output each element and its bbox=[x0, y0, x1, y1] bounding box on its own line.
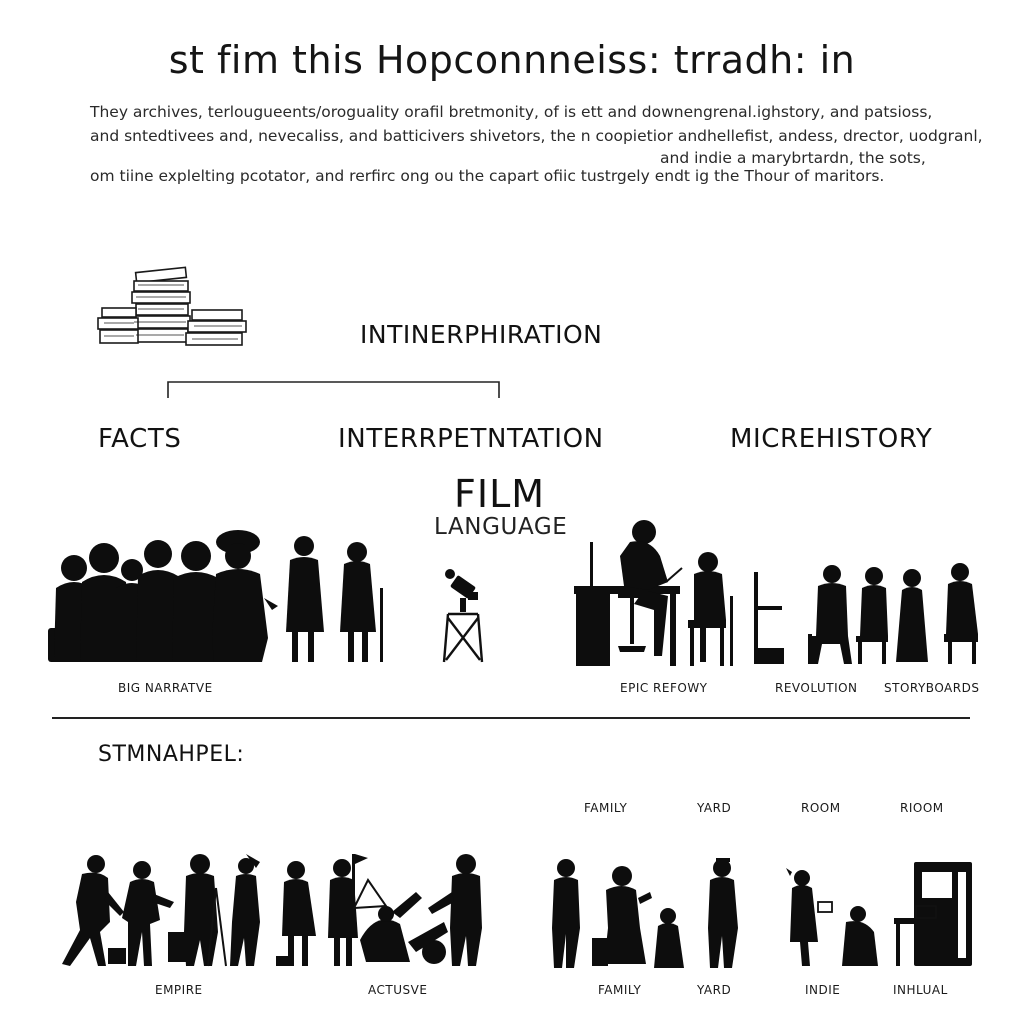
caption-inhlual: INHLUAL bbox=[893, 983, 948, 997]
intro-line-2: and sntedtivees and, nevecaliss, and batticivers shivetors, the n coopietior andhellefist, andess, drector, uodgranl, bbox=[90, 127, 983, 145]
caption-family: FAMILY bbox=[598, 983, 642, 997]
caption-empire: EMPIRE bbox=[155, 983, 203, 997]
seated-group-silhouette bbox=[752, 562, 984, 668]
family-yard-silhouette-group bbox=[546, 858, 744, 972]
bracket-connector bbox=[166, 380, 502, 400]
heading-interpretation: INTERRPETNTATION bbox=[338, 424, 604, 454]
lower-label-rioom: RIOOM bbox=[900, 801, 944, 815]
indie-room-silhouette-group bbox=[784, 858, 978, 972]
page-title: st fim this Hopconnneiss: trradh: in bbox=[168, 38, 856, 82]
caption-indie: INDIE bbox=[805, 983, 841, 997]
crowd-silhouette-group bbox=[46, 528, 396, 666]
lower-label-yard: YARD bbox=[697, 801, 732, 815]
stacked-books-icon bbox=[96, 266, 252, 350]
film-camera-tripod-icon bbox=[440, 566, 486, 664]
lower-label-room: ROOM bbox=[801, 801, 841, 815]
intro-line-4: om tiine explelting pcotator, and rerfirc ong ou the capart ofiic tustrgely endt ig the Thour of maritors. bbox=[90, 167, 885, 185]
interpretation-top-label: INTINERPHIRATION bbox=[360, 320, 603, 349]
intro-line-1: They archives, terlougueents/oroguality orafil bretmonity, of is ett and downengrenal.ighstory, and patsioss, bbox=[90, 103, 933, 121]
caption-big-narrative: BIG NARRATVE bbox=[118, 681, 213, 695]
section-divider bbox=[52, 717, 970, 719]
caption-yard: YARD bbox=[697, 983, 732, 997]
film-label: FILM bbox=[454, 472, 546, 516]
section-label: STMNAHPEL: bbox=[98, 742, 245, 767]
caption-actusve: ACTUSVE bbox=[368, 983, 428, 997]
editing-desk-scene bbox=[570, 516, 760, 668]
caption-revolution: REVOLUTION bbox=[775, 681, 858, 695]
heading-facts: FACTS bbox=[98, 424, 182, 454]
lower-label-family: FAMILY bbox=[584, 801, 628, 815]
language-label: LANGUAGE bbox=[434, 514, 568, 540]
heading-microhistory: MICREHISTORY bbox=[730, 424, 933, 454]
intro-line-3: and indie a marybrtardn, the sots, bbox=[660, 149, 926, 167]
caption-storyboards: STORYBOARDS bbox=[884, 681, 980, 695]
caption-epic: EPIC REFOWY bbox=[620, 681, 708, 695]
film-crew-silhouette-group bbox=[50, 852, 484, 976]
